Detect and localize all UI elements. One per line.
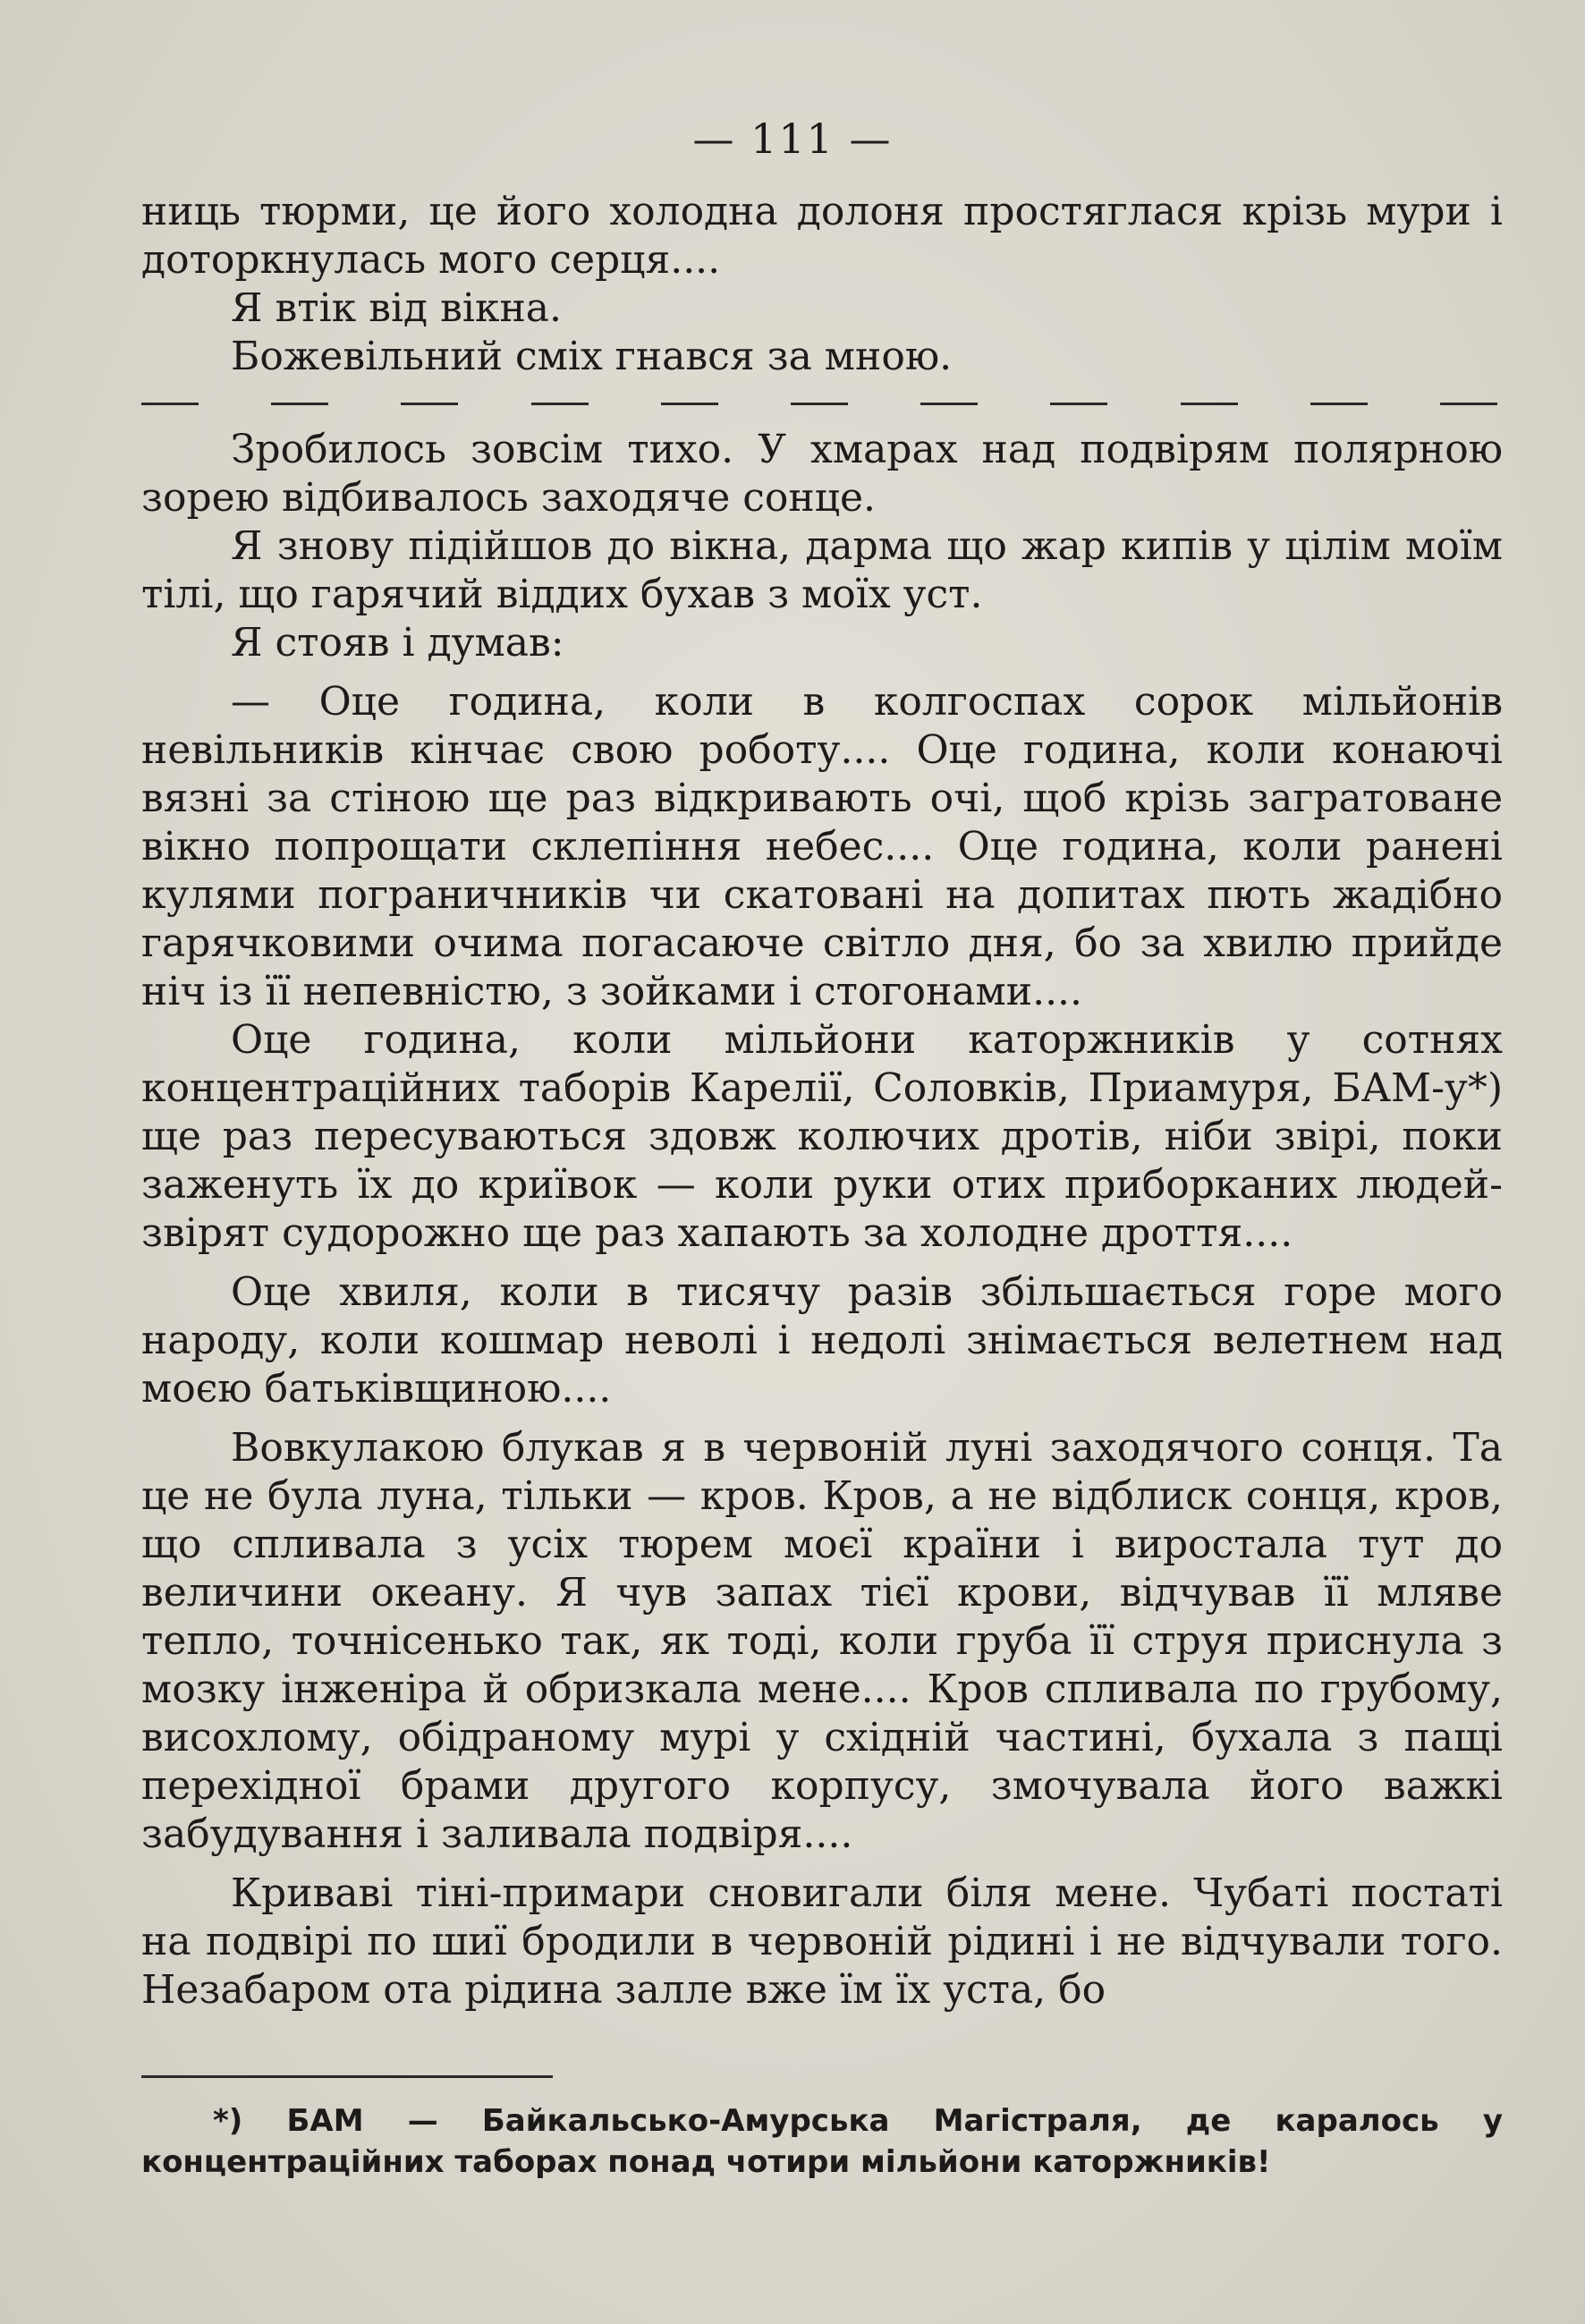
paragraph: Я втік від вікна. (231, 285, 563, 331)
section-divider (141, 381, 1503, 426)
body-text (141, 188, 1503, 2014)
paragraph: — Оце година, коли в колгоспах сорок мільйонів невільників кінчає свою роботу.... Оце година, коли конаючі вязні за стіною ще раз відкривають очі, щоб крізь загратоване вікно попрощати склепіння небес.... Оце година, коли ранені кулями пограничників чи скатовані на допитах пють жадібно гарячковими очима погасаюче світло дня, бо за хвилю прийде ніч із її непевністю, з зойками і стогонами.... (141, 679, 1503, 1014)
page-number: — 111 — (692, 115, 893, 163)
paragraph: Я стояв і думав: (231, 620, 564, 666)
paragraph: ниць тюрми, це його холодна долоня простяглася крізь мури і доторкнулась мого серця.... (141, 189, 1503, 283)
paragraph: Криваві тіні-примари сновигали біля мене. Чубаті постаті на подвірі по шиї бродили в червоній рідині і не відчували того. Незабаром ота рідина залле вже їм їх уста, бо (141, 1870, 1503, 2013)
footnote-rule (141, 2075, 553, 2078)
paragraph: Божевільний сміх гнався за мною. (231, 334, 953, 379)
paragraph: Вовкулакою блукав я в червоній луні заходячого сонця. Та це не була луна, тільки — кров. Кров, а не відблиск сонця, кров, що спливала з усіх тюрем моєї країни і виростала тут до величини океану. Я чув запах тієї крови, відчував її мляве тепло, точнісенько так, як тоді, коли груба її струя приснула з мозку інженіра й обризкала мене.... Кров спливала по грубому, висохлому, обідраному мурі у східній частині, бухала з пащі перехідної брами другого корпусу, змочувала його важкі забудування і заливала подвіря.... (141, 1425, 1503, 1857)
paragraph: Зробилось зовсім тихо. У хмарах над подвірям полярною зорею відбивалось заходяче сонце. (141, 427, 1503, 521)
paragraph: Оце година, коли мільйони каторжників у сотнях концентраційних таборів Карелії, Соловків, Приамуря, БАМ-у*) ще раз пересуваються здовж колючих дротів, ніби звірі, поки заженуть їх до криївок — коли руки отих приборканих людей-звірят судорожно ще раз хапають за холодне дроття.... (141, 1017, 1503, 1256)
footnote (141, 2100, 1503, 2183)
paragraph: Я знову підійшов до вікна, дарма що жар кипів у цілім моїм тілі, що гарячий віддих бухав з моїх уст. (141, 523, 1503, 617)
paragraph: Оце хвиля, коли в тисячу разів збільшається горе мого народу, коли кошмар неволі і недолі знімається велетнем над моєю батьківщиною.... (141, 1269, 1503, 1412)
footnote-text: *) БАМ — Байкальсько-Амурська Магістраля, де каралось у концентраційних таборах понад чотири мільйони каторжників! (141, 2103, 1503, 2180)
